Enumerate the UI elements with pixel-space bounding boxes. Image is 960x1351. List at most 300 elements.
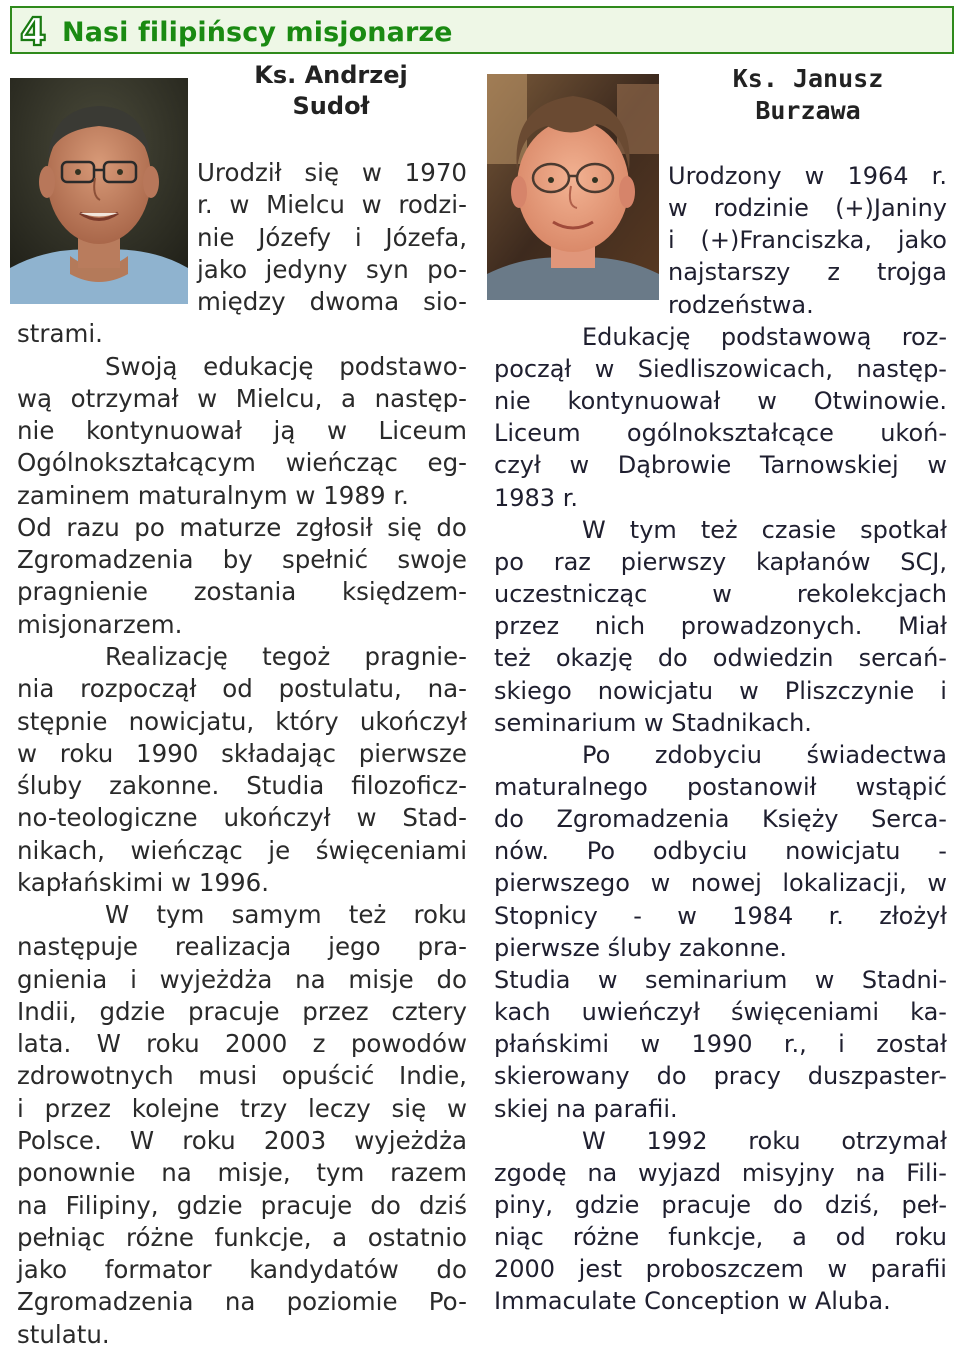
word: Zgromadzenia [556,805,730,834]
word: leczy [308,1093,371,1123]
word: jako [17,1255,68,1285]
text-line [17,1222,467,1254]
word: w [650,869,671,898]
text-line [494,1189,947,1221]
word: czył [494,451,541,480]
text-line [494,353,947,385]
word: Po [582,740,611,769]
word: postanowił [686,772,817,801]
word: SCJ, [900,547,947,576]
word: funkcje, [668,1223,764,1252]
word: W [96,1029,121,1059]
word: uwieńczył [581,998,700,1027]
word: 2000 [494,1255,556,1284]
word: poziomie [286,1287,398,1317]
word: pracuje [188,996,280,1026]
word: się [304,158,340,187]
word: peł- [901,1191,947,1219]
word: (+)Franciszka, [700,226,873,255]
word: wieńcząc [285,448,398,478]
word: 1990 [136,738,199,768]
word: w [712,580,732,609]
word: razu [66,512,120,542]
text-line [494,546,947,578]
word: który [275,706,339,736]
word: samym [231,900,322,930]
word: no-teologiczne [17,803,198,833]
word: do [657,644,688,673]
text-line [494,321,947,353]
text-line [17,1028,467,1060]
word: na [161,1158,192,1188]
text-line [494,996,947,1028]
text-line [17,1157,467,1189]
word: Po- [428,1287,467,1317]
word: spotkał [860,515,947,544]
word: do [436,964,467,994]
word: Serca- [871,805,947,834]
text-line [494,900,947,932]
word: też [700,515,738,544]
word: rodzinie [713,194,809,223]
word: roku [146,1029,200,1059]
word: realizacja [174,932,292,962]
word: podstawo- [339,351,467,381]
word: do [494,805,524,834]
text-line [17,286,467,318]
word: jest [578,1255,623,1284]
word: Józefa, [385,222,467,252]
word: W [582,1126,606,1155]
word: z [827,258,840,287]
word: pierwszego [494,869,630,898]
word: Indie, [399,1061,467,1091]
word: 1964 [847,162,909,190]
word: Dąbrowie [617,451,732,480]
word: raz [553,547,591,576]
word: nia [17,674,55,704]
word: i [940,676,947,705]
word: stępnie [17,706,108,736]
word: Fili- [906,1158,947,1187]
text-line [17,964,467,996]
word: funkcje, [214,1222,312,1252]
word: pragnie- [364,641,467,671]
word: 1990 [691,1030,753,1059]
text-line [494,449,947,481]
word: powodów [350,1029,467,1059]
text-line [17,1060,467,1092]
word: w [361,190,382,220]
word: nie [17,416,55,446]
word: począł [494,354,572,383]
svg-text:4: 4 [20,11,46,49]
word: formator [104,1255,212,1285]
word: jako [197,254,248,284]
text-line [17,770,467,802]
word: Tarnowskiej [759,451,899,480]
word: roku [182,1125,236,1155]
word: w [17,738,38,768]
word: zdobyciu [654,740,762,769]
word: Mielcu, [235,383,323,413]
word: edukację [203,351,314,381]
word: w [446,1093,467,1123]
word: do [370,1190,401,1220]
word: roku [59,738,114,768]
word: w [757,387,777,416]
word: ukończył [223,803,331,833]
word: święceniami [730,998,880,1027]
text-line [17,996,467,1028]
text-line [494,224,947,256]
word: czasie [761,515,837,544]
word: (+)Janiny [835,194,947,223]
word: r. [931,162,947,190]
word: w [594,354,615,383]
word: na [224,1287,256,1317]
word: pra- [417,932,467,962]
word: dwoma [309,287,400,317]
word: do [436,1255,467,1285]
word: - [633,901,642,930]
word: wieńcząc [130,835,243,865]
word: też [494,644,531,673]
word: jego [328,932,381,962]
word: do [656,1062,687,1091]
word: do [773,1191,803,1219]
word: tym [156,900,205,930]
word: różne [572,1223,640,1252]
text-line: strami. [17,319,103,349]
text-line [494,675,947,707]
text-line [494,867,947,899]
word: uczestnicząc [494,580,648,609]
word: płańskimi [494,1030,610,1059]
word: gdzie [574,1191,640,1219]
word: syn [365,254,409,284]
word: otrzymał [841,1126,947,1155]
word: kapłanów [756,547,871,576]
word: a [332,1222,348,1252]
word: najstarszy [668,258,791,287]
word: kontynuował [567,387,721,416]
word: W [105,900,130,930]
word: po- [427,254,467,284]
word: Miał [898,612,947,641]
word: duszpaster- [807,1062,947,1091]
word: ogólnokształcące [626,419,834,448]
text-line [17,544,467,576]
word: z [312,1029,326,1059]
word: Filipiny, [65,1190,159,1220]
word: nikach, [17,835,105,865]
word: maturalnego [494,772,648,801]
word: nowicjatu [785,837,901,866]
word: między [197,287,286,317]
word: skiego [494,676,572,705]
text-line [17,576,467,608]
word: w [668,194,688,223]
text-line [494,578,947,610]
text-line [17,512,467,544]
word: r. [828,901,844,930]
word: nowicjatu [597,676,714,705]
word: kontynuował [85,416,242,446]
word: wstąpić [855,772,947,801]
text-line: Immaculate Conception w Aluba. [494,1287,891,1316]
word: na [295,964,326,994]
text-line: misjonarzem. [17,609,183,639]
biography-janusz [494,160,947,1318]
text-line: skiej na parafii. [494,1094,678,1123]
word: Liceum [494,419,581,448]
word: rodzi- [398,190,467,220]
word: by [222,545,253,575]
word: w [927,451,947,480]
word: śluby [17,771,83,801]
word: pracuje [260,1190,353,1220]
word: podstawową [720,322,872,351]
word: nie [197,222,235,252]
word: wyjeżdża [159,964,273,994]
word: W [582,515,606,544]
word: kolejne [131,1093,220,1123]
text-line [17,673,467,705]
word: w [229,190,250,220]
word: musi [198,1061,258,1091]
word: gdzie [176,1190,243,1220]
word: nich [594,612,646,641]
biography-andrzej [17,157,467,1351]
word: Stadni- [861,965,947,994]
text-line [494,385,947,417]
word: Ogólnokształcącym [17,448,256,478]
text-line [17,1254,467,1286]
text-line [494,256,947,288]
text-line [17,899,467,931]
word: Liceum [378,416,467,446]
text-line [494,417,947,449]
word: lata. [17,1029,72,1059]
word: ukoń- [880,419,947,448]
text-line [17,706,467,738]
word: a [340,383,356,413]
word: trzy [240,1093,288,1123]
word: zgłosił [295,512,373,542]
text-line [17,835,467,867]
word: przez [302,996,369,1026]
word: w [361,158,382,187]
word: odwiedzin [712,644,834,673]
word: pierwszy [620,547,727,576]
word: nie [494,387,531,416]
word: Edukację [582,322,691,351]
word: ponownie [17,1158,136,1188]
text-line [494,964,947,996]
text-line: pierwsze śluby zakonne. [494,933,787,962]
word: Stad- [402,803,467,833]
word: razem [390,1158,467,1188]
word: zdrowotnych [17,1061,174,1091]
text-line [494,1060,947,1092]
word: w [739,676,759,705]
word: postulatu, [278,674,402,704]
word: wyjazd [638,1158,722,1187]
word: - [938,837,947,866]
text-line [17,1125,467,1157]
word: misje, [217,1158,291,1188]
word: świadectwa [806,740,947,769]
word: składając [221,738,336,768]
word: opuścić [281,1061,375,1091]
text-line: zaminem maturalnym w 1989 r. [17,480,409,510]
word: Urodził [197,158,282,187]
word: święceniami [315,835,467,865]
word: na- [427,674,467,704]
word: Polsce. [17,1125,102,1155]
text-line [17,415,467,447]
word: gnienia [17,964,108,994]
word: wą [17,383,53,413]
word: Urodzony [668,162,782,190]
word: Indii, [17,996,77,1026]
word: proboszczem [645,1255,804,1284]
word: w [814,965,835,994]
word: od [222,674,253,704]
word: pracy [713,1062,781,1091]
word: zakonne. [109,771,220,801]
word: też [348,900,387,930]
text-line [494,610,947,642]
text-line [17,447,467,479]
word: od [835,1223,866,1252]
word: 1970 [404,158,467,187]
word: Józefy [258,222,332,252]
word: gdzie [99,996,166,1026]
word: nów. [494,837,549,866]
word: r., [783,1030,807,1059]
word: otrzymał [70,383,179,413]
word: pracuje [661,1191,752,1219]
word: kandydatów [249,1255,399,1285]
word: i [668,226,675,255]
word: rozpoczął [80,674,197,704]
text-line [494,1157,947,1189]
text-line [17,222,467,254]
word: w [597,965,618,994]
word: 1992 [646,1126,708,1155]
word: tegoż [262,641,331,671]
word: Zgromadzenia [17,545,194,575]
text-line [494,771,947,803]
word: Studia [494,965,571,994]
word: Studia [246,771,325,801]
text-line [494,192,947,224]
word: do [436,512,467,542]
word: następ- [374,383,467,413]
word: eg- [427,448,467,478]
word: w [640,1030,661,1059]
word: kach [494,998,551,1027]
word: jako [897,226,947,255]
name-andrzej-sudol: Ks. Andrzej Sudoł [254,61,408,120]
word: nowej [690,869,762,898]
section-header [10,6,954,54]
text-line: stulatu. [17,1319,110,1349]
text-line [494,160,947,192]
word: misyjny [741,1158,835,1187]
word: dziś [419,1190,467,1220]
word: 2000 [224,1029,288,1059]
text-line [17,189,467,221]
text-line [17,931,467,963]
text-line [494,1221,947,1253]
word: się [387,512,422,542]
text-line [494,835,947,867]
word: odbyciu [652,837,748,866]
text-line [17,1286,467,1318]
page-number [18,11,46,49]
text-line [17,1093,467,1125]
name-janusz-burzawa: Ks. Janusz Burzawa [732,64,884,125]
word: wyjeżdża [354,1125,467,1155]
word: trojga [876,258,947,287]
word: na [587,1158,618,1187]
word: w [326,416,347,446]
word: Po [586,837,616,866]
word: i [354,222,362,252]
word: pierwsze [358,738,467,768]
word: Siedliszowicach, [637,354,834,383]
word: w [197,383,218,413]
word: złożył [879,901,947,930]
word: sio- [423,287,467,317]
section-title: Nasi filipińscy misjonarze [62,17,453,48]
word: roku [748,1126,801,1155]
word: ją [273,416,296,446]
text-line [17,738,467,770]
word: Otwinowie. [813,387,947,416]
word: Zgromadzenia [17,1287,194,1317]
word: się [391,1093,427,1123]
text-line [494,803,947,835]
word: po [494,547,524,576]
word: ka- [910,998,947,1027]
word: prowadzonych. [680,612,863,641]
word: przez [494,612,560,641]
text-line [494,642,947,674]
word: a [792,1223,807,1252]
word: na [17,1190,48,1220]
word: filozoficz- [351,771,467,801]
word: w [677,901,697,930]
text-line: rodzeństwa. [668,290,814,319]
word: zostania [193,577,297,607]
word: Pliszczynie [784,676,915,705]
word: je [268,835,291,865]
word: i [838,1030,845,1059]
word: różne [125,1222,194,1252]
word: w [927,869,947,898]
word: skierowany [494,1062,630,1091]
word: na [855,1158,886,1187]
word: w [569,451,590,480]
word: tym [629,515,677,544]
word: ukończył [359,706,467,736]
word: jedyny [265,254,348,284]
word: 1984 [732,901,794,930]
